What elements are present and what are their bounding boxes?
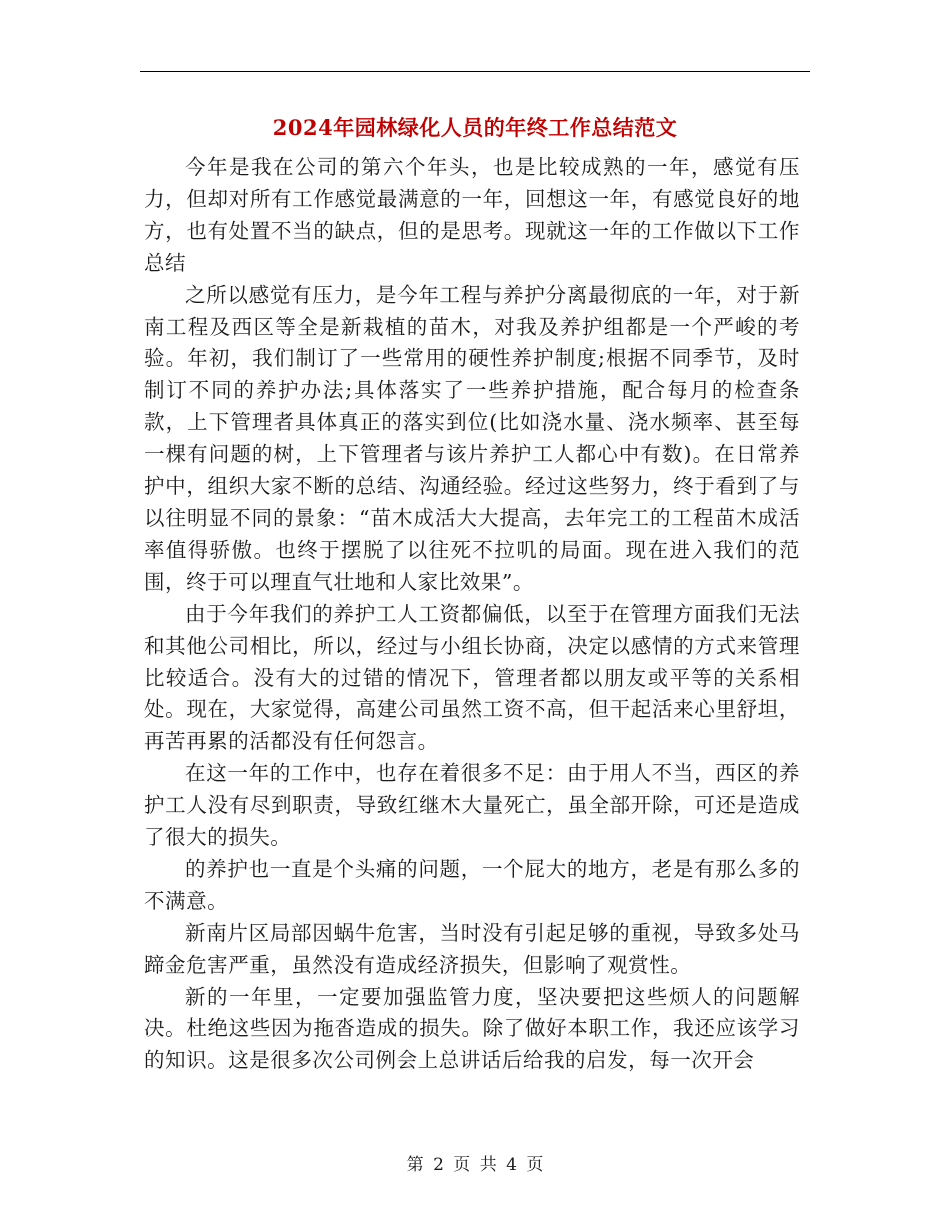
document-body [144,152,800,1077]
paragraph-1: 今年是我在公司的第六个年头，也是比较成熟的一年，感觉有压力，但却对所有工作感觉最满意的一年，回想这一年，有感觉良好的地方，也有处置不当的缺点，但的是思考。现就这一年的工作做以下工作总结 [144,155,800,275]
header-rule [140,71,810,72]
paragraph-4: 在这一年的工作中，也存在着很多不足：由于用人不当，西区的养护工人没有尽到职责，导致红继木大量死亡，虽全部开除，可还是造成了很大的损失。 [144,761,800,850]
page-number-footer: 第 2 页 共 4 页 [406,1155,544,1175]
paragraph-5: 的养护也一直是个头痛的问题，一个屁大的地方，老是有那么多的不满意。 [144,856,800,913]
paragraph-2: 之所以感觉有压力，是今年工程与养护分离最彻底的一年，对于新南工程及西区等全是新栽植的苗木，对我及养护组都是一个严峻的考验。年初，我们制订了一些常用的硬性养护制度;根据不同季节，及时制订不同的养护办法;具体落实了一些养护措施，配合每月的检查条款，上下管理者具体真正的落实到位(比如浇水量、浇水频率、甚至每一棵有问题的树，上下管理者与该片养护工人都心中有数)。在日常养护中，组织大家不断的总结、沟通经验。经过这些努力，终于看到了与以往明显不同的景象：“苗木成活大大提高，去年完工的工程苗木成活率值得骄傲。也终于摆脱了以往死不拉叽的局面。现在进入我们的范围，终于可以理直气壮地和人家比效果”。 [144,282,800,594]
document-title: 2024年园林绿化人员的年终工作总结范文 [272,115,678,140]
paragraph-6: 新南片区局部因蜗牛危害，当时没有引起足够的重视，导致多处马蹄金危害严重，虽然没有造成经济损失，但影响了观赏性。 [144,920,800,977]
paragraph-3: 由于今年我们的养护工人工资都偏低，以至于在管理方面我们无法和其他公司相比，所以，经过与小组长协商，决定以感情的方式来管理比较适合。没有大的过错的情况下，管理者都以朋友或平等的关系相处。现在，大家觉得，高建公司虽然工资不高，但干起活来心里舒坦，再苦再累的活都没有任何怨言。 [144,601,800,754]
paragraph-7: 新的一年里，一定要加强监管力度，坚决要把这些烦人的问题解决。杜绝这些因为拖沓造成的损失。除了做好本职工作，我还应该学习的知识。这是很多次公司例会上总讲话后给我的启发，每一次开会 [144,984,800,1073]
